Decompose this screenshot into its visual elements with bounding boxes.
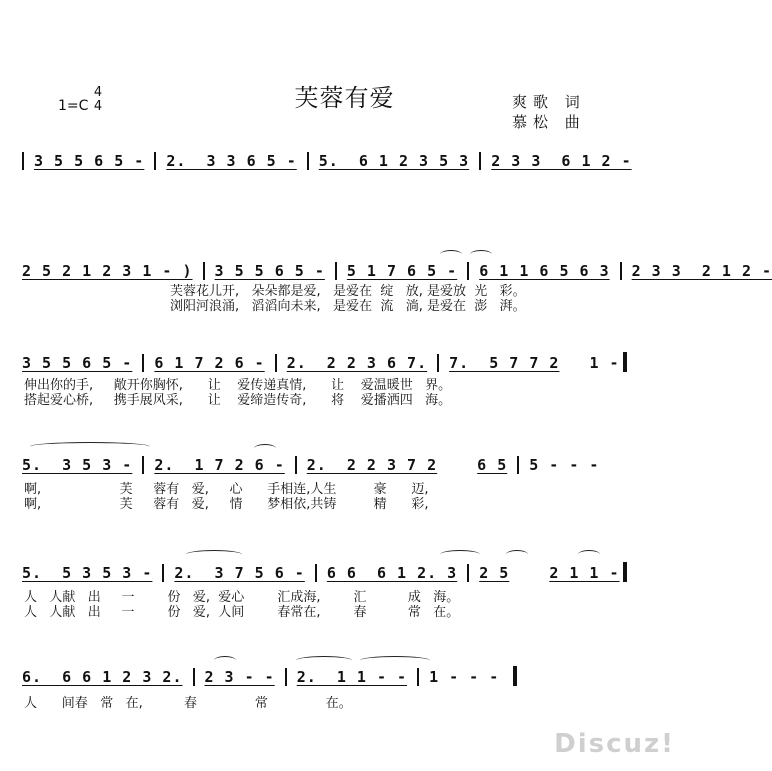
measure: 2. 2 2 3 7 2 <box>306 456 438 474</box>
barline <box>142 456 144 474</box>
barline <box>467 564 469 582</box>
barline <box>22 152 24 170</box>
lyric-line-2: 人 人献 出 一 份 爱, 人间 春常在, 春 常 在。 <box>24 605 460 620</box>
slur-mark <box>214 656 236 665</box>
lyric-line-2: 啊, 芙 蓉有 爱, 情 梦相依,共铸 精 彩, <box>24 497 429 512</box>
barline <box>620 262 622 280</box>
lyric-line-1: 人 人献 出 一 份 爱, 爱心 汇成海, 汇 成 海。 <box>24 590 460 605</box>
lyric-line-2: 浏阳河浪涌, 滔滔向未来, 是爱在 流 淌, 是爱在 澎 湃。 <box>170 299 526 314</box>
barline <box>315 564 317 582</box>
measure: 5 - - - <box>529 456 600 474</box>
measure: 3 5 5 6 5 - <box>34 152 145 170</box>
measure: 2. 1 7 2 6 - <box>154 456 285 474</box>
measure: 3 5 5 6 5 - <box>22 354 133 372</box>
measure: 2. 3 7 5 6 - <box>174 564 305 582</box>
slur-mark <box>186 550 242 559</box>
final-barline <box>513 666 517 686</box>
barline <box>295 456 297 474</box>
slur-mark <box>470 250 492 259</box>
slur-mark <box>296 656 352 665</box>
song-title: 芙蓉有爱 <box>294 84 395 112</box>
measure: 6. 6 6 1 2 3 2. <box>22 668 183 686</box>
barline <box>142 354 144 372</box>
composer-credit: 慕松 曲 <box>512 113 586 131</box>
measure: 7. 5 7 7 2 <box>449 354 560 372</box>
measure: 1 - <box>589 354 620 372</box>
barline <box>275 354 277 372</box>
measure: 6 6 6 1 2. 3 <box>326 564 458 582</box>
meter-top: 4 <box>93 85 103 100</box>
slur-mark <box>440 550 480 559</box>
measure: 2. 2 2 3 6 7. <box>286 354 428 372</box>
slur-mark <box>360 656 430 665</box>
barline <box>517 456 519 474</box>
staff-row-1 <box>22 148 668 178</box>
measure: 5 1 7 6 5 - <box>346 262 458 280</box>
slur-mark <box>506 550 528 559</box>
barline <box>335 262 337 280</box>
slur-mark <box>440 250 462 259</box>
barline <box>193 668 195 686</box>
lyricist-credit: 爽歌 词 <box>512 93 586 111</box>
measure: 6 5 <box>477 456 508 474</box>
measure: 2 5 2 1 2 3 1 - ) <box>22 262 193 280</box>
staff-row-3 <box>22 350 668 380</box>
slur-mark <box>254 444 276 453</box>
measure: 2 3 3 6 1 2 - <box>491 152 632 170</box>
time-signature <box>92 86 104 114</box>
barline <box>307 152 309 170</box>
measure: 5. 3 5 3 - <box>22 456 133 474</box>
repeat-barline <box>623 562 627 582</box>
measure: 1 - - - <box>429 668 500 686</box>
barline <box>417 668 419 686</box>
slur-mark <box>578 550 600 559</box>
measure: 6 1 7 2 6 - <box>154 354 265 372</box>
measure: 5. 6 1 2 3 5 3 <box>318 152 470 170</box>
barline <box>467 262 469 280</box>
measure: 3 5 5 6 5 - <box>214 262 325 280</box>
staff-row-5 <box>22 560 668 590</box>
measure: 2. 1 1 - - <box>296 668 408 686</box>
barline <box>203 262 205 280</box>
barline <box>437 354 439 372</box>
barline <box>162 564 164 582</box>
watermark-text: Discuz! <box>554 729 675 759</box>
barline <box>154 152 156 170</box>
key-signature: 1=C <box>58 98 89 114</box>
lyric-line-1: 啊, 芙 蓉有 爱, 心 手相连,人生 豪 迈, <box>24 482 429 497</box>
lyric-line-1: 芙蓉花儿开, 朵朵都是爱, 是爱在 绽 放, 是爱放 光 彩。 <box>170 284 526 299</box>
measure: 2 3 3 2 1 2 - <box>631 262 772 280</box>
staff-row-6 <box>22 664 668 694</box>
measure: 2 3 - - <box>204 668 275 686</box>
slur-mark <box>30 442 150 451</box>
measure: 2. 3 3 6 5 - <box>166 152 297 170</box>
measure: 5. 5 3 5 3 - <box>22 564 153 582</box>
barline <box>285 668 287 686</box>
measure: 6 1 1 6 5 6 3 <box>479 262 610 280</box>
staff-row-4 <box>22 452 668 482</box>
measure: 2 1 1 - <box>549 564 620 582</box>
lyric-line-1: 人 间春 常 在, 春 常 在。 <box>24 696 352 711</box>
repeat-barline <box>623 352 627 372</box>
measure: 2 5 <box>479 564 510 582</box>
meter-bottom: 4 <box>93 99 103 114</box>
lyric-line-1: 伸出你的手, 敞开你胸怀, 让 爱传递真情, 让 爱温暖世 界。 <box>24 378 452 393</box>
lyric-line-2: 搭起爱心桥, 携手展风采, 让 爱缔造传奇, 将 爱播洒四 海。 <box>24 393 452 408</box>
barline <box>479 152 481 170</box>
credits <box>512 92 586 132</box>
